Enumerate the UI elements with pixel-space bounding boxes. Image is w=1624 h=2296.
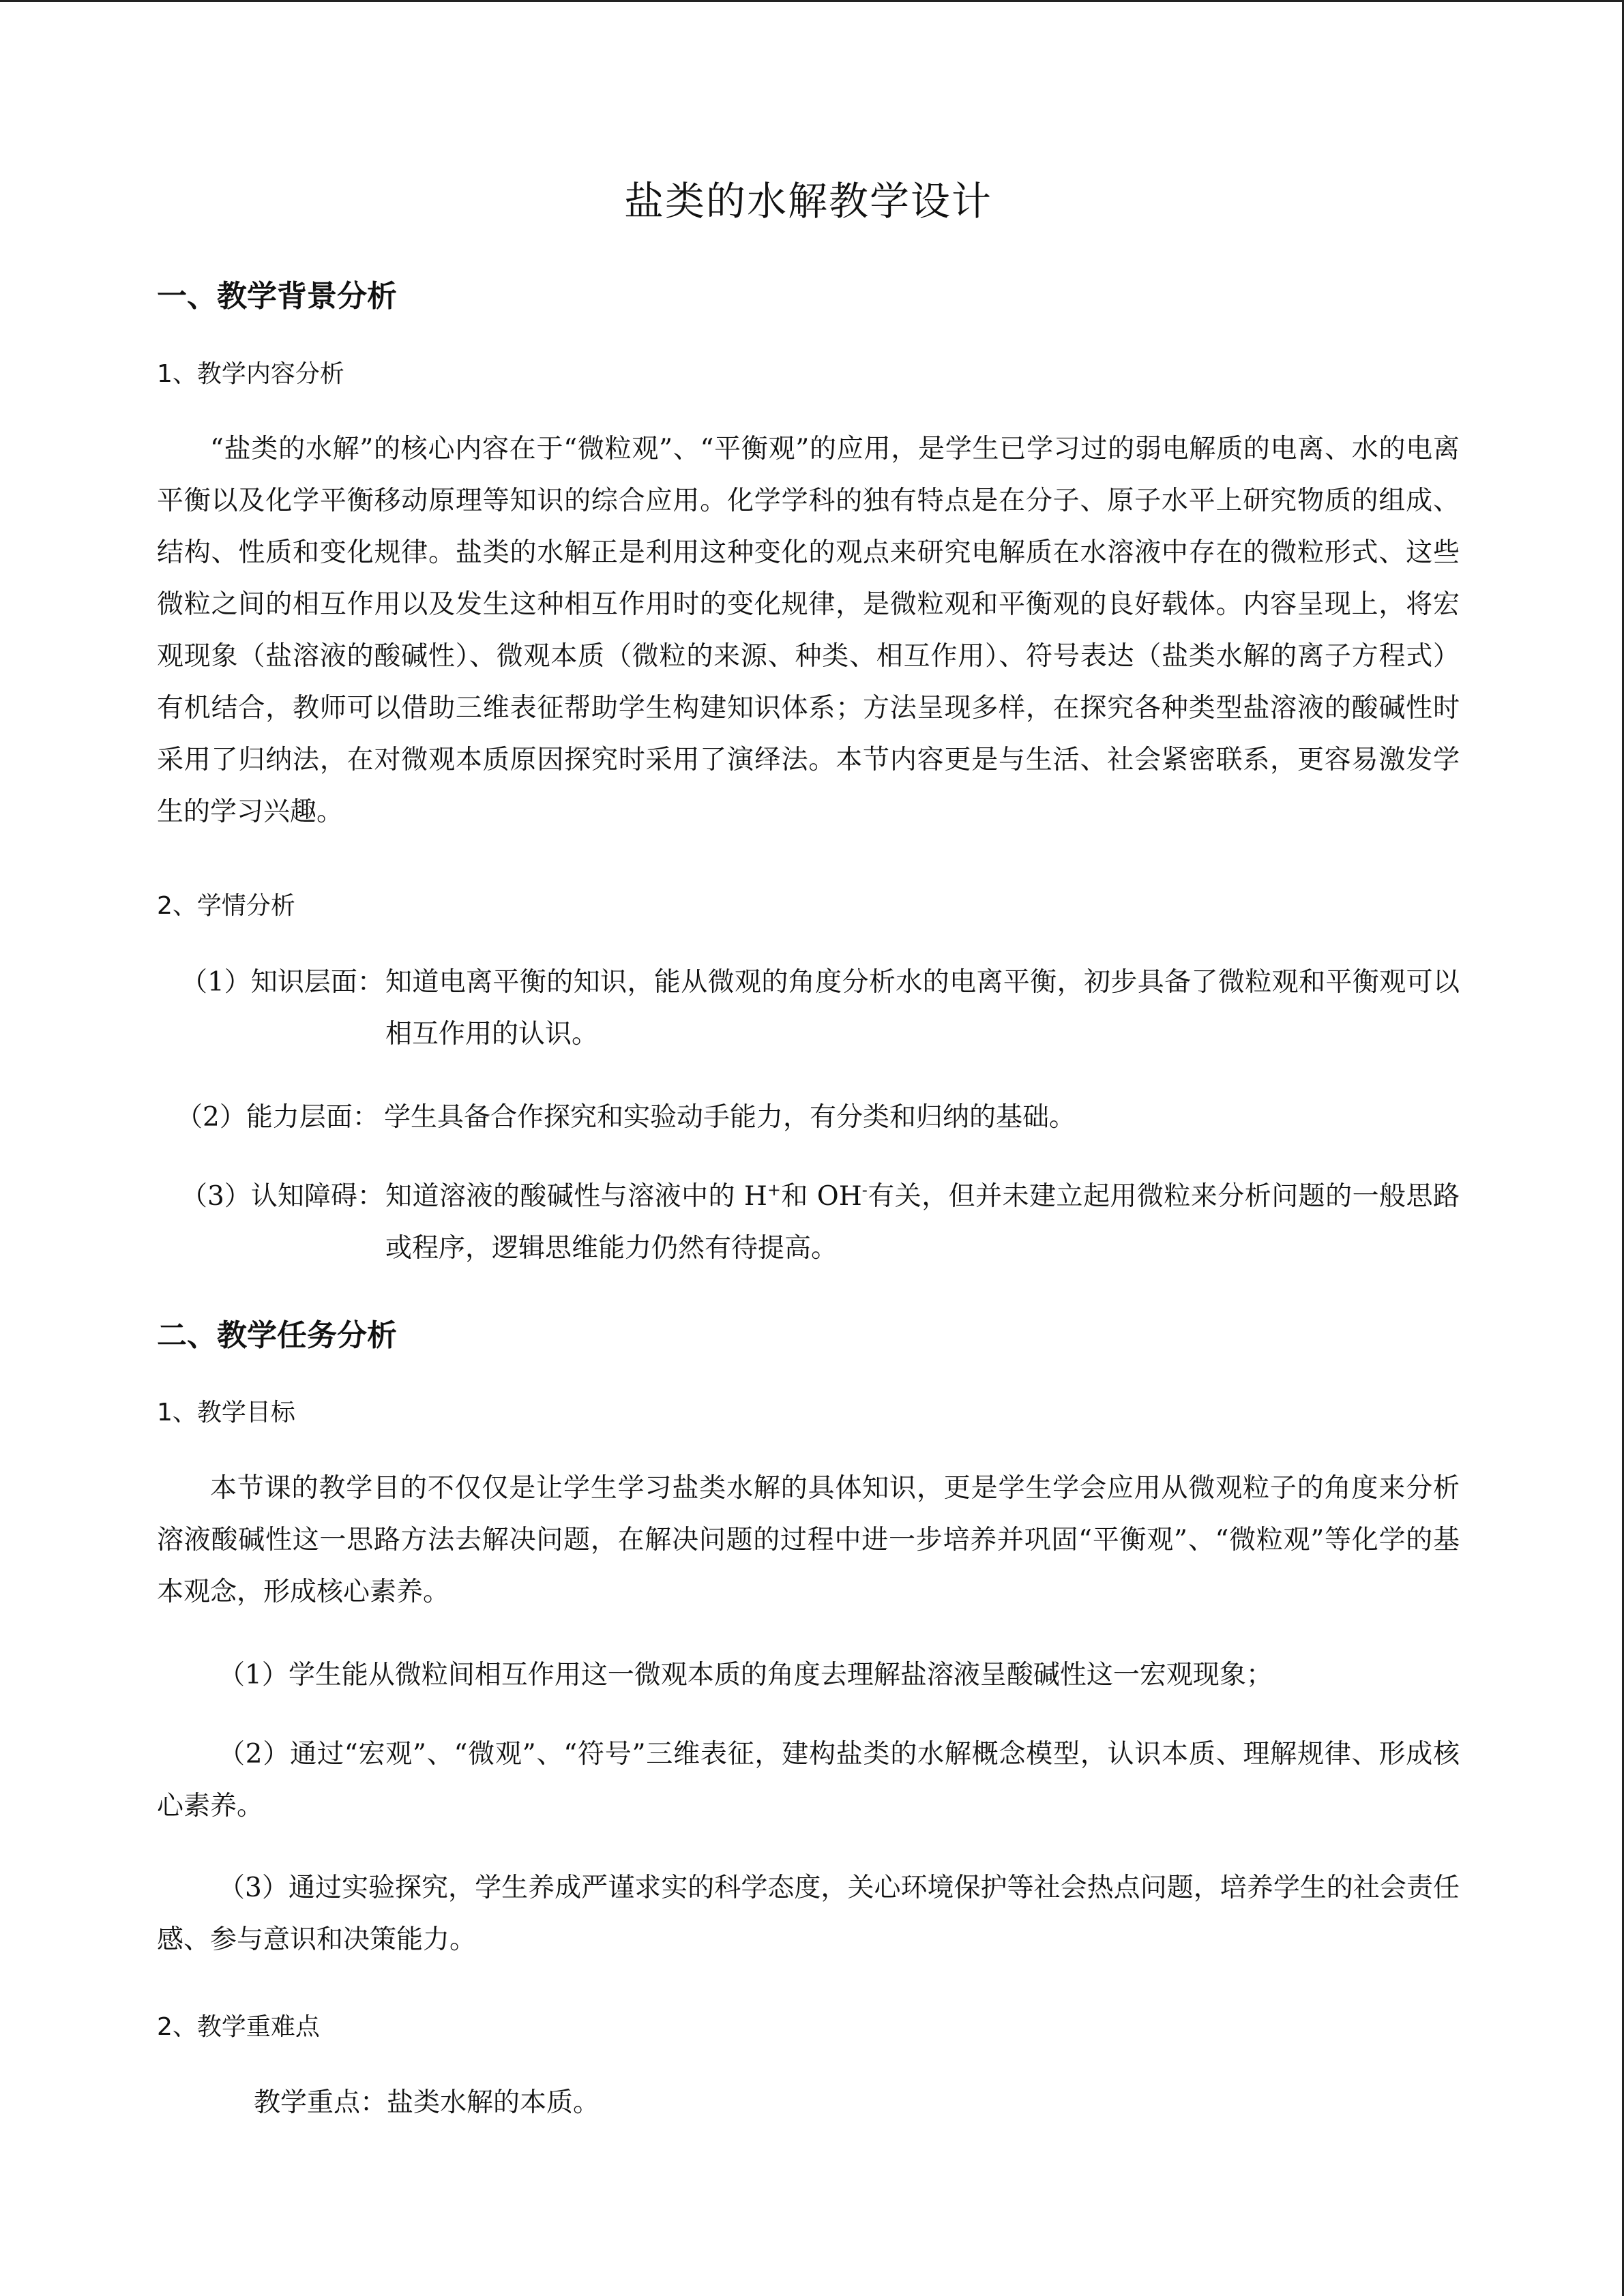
teaching-goals-paragraph: 本节课的教学目的不仅仅是让学生学习盐类水解的具体知识，更是学生学会应用从微观粒子的角度来分析溶液酸碱性这一思路方法去解决问题，在解决问题的过程中进一步培养并巩固“平衡观”、“微粒观”等化学的基本观念，形成核心素养。 xyxy=(157,1473,1460,1607)
section-heading-task-analysis: 二、教学任务分析 xyxy=(157,1318,397,1353)
student-analysis-item xyxy=(176,1092,1460,1144)
key-point-text: 教学重点：盐类水解的本质。 xyxy=(254,2087,600,2118)
subheading-teaching-goals: 1、教学目标 xyxy=(157,1399,295,1427)
content-analysis-paragraph: “盐类的水解”的核心内容在于“微粒观”、“平衡观”的应用，是学生已学习过的弱电解质的电离、水的电离平衡以及化学平衡移动原理等知识的综合应用。化学学科的独有特点是在分子、原子水平上研究物质的组成、结构、性质和变化规律。盐类的水解正是利用这种变化的观点来研究电解质在水溶液中存在的微粒形式、这些微粒之间的相互作用以及发生这种相互作用时的变化规律，是微粒观和平衡观的良好载体。内容呈现上，将宏观现象（盐溶液的酸碱性）、微观本质（微粒的来源、种类、相互作用）、符号表达（盐类水解的离子方程式）有机结合，教师可以借助三维表征帮助学生构建知识体系；方法呈现多样，在探究各种类型盐溶液的酸碱性时采用了归纳法，在对微观本质原因探究时采用了演绎法。本节内容更是与生活、社会紧密联系，更容易激发学生的学习兴趣。 xyxy=(157,434,1460,827)
top-border-line xyxy=(0,0,1624,2)
item-text: 知道溶液的酸碱性与溶液中的 H+和 OH-有关，但并未建立起用微粒来分析问题的一般思路或程序，逻辑思维能力仍然有待提高。 xyxy=(385,1180,1460,1264)
item-text: 学生具备合作探究和实验动手能力，有分类和归纳的基础。 xyxy=(384,1102,1076,1133)
item-label: （3）认知障碍： xyxy=(181,1181,384,1212)
subheading-content-analysis: 1、教学内容分析 xyxy=(157,360,344,388)
teaching-goal-item: （2）通过“宏观”、“微观”、“符号”三维表征，建构盐类的水解概念模型，认识本质、理解规律、形成核心素养。 xyxy=(157,1739,1460,1821)
section-heading-background: 一、教学背景分析 xyxy=(157,279,397,314)
subheading-student-analysis: 2、学情分析 xyxy=(157,892,295,920)
student-analysis-item xyxy=(181,1171,1460,1274)
item-text: 知道电离平衡的知识，能从微观的角度分析水的电离平衡，初步具备了微粒观和平衡观可以相互作用的认识。 xyxy=(385,967,1460,1049)
student-analysis-item xyxy=(181,957,1460,1060)
item-label: （1）知识层面： xyxy=(181,967,384,998)
item-label: （2）能力层面： xyxy=(176,1102,379,1133)
teaching-goal-item: （3）通过实验探究，学生养成严谨求实的科学态度，关心环境保护等社会热点问题，培养学生的社会责任感、参与意识和决策能力。 xyxy=(157,1873,1460,1955)
document-title: 盐类的水解教学设计 xyxy=(623,178,992,224)
teaching-goal-item: （1）学生能从微粒间相互作用这一微观本质的角度去理解盐溶液呈酸碱性这一宏观现象； xyxy=(218,1660,1273,1690)
subheading-key-points: 2、教学重难点 xyxy=(157,2013,320,2041)
